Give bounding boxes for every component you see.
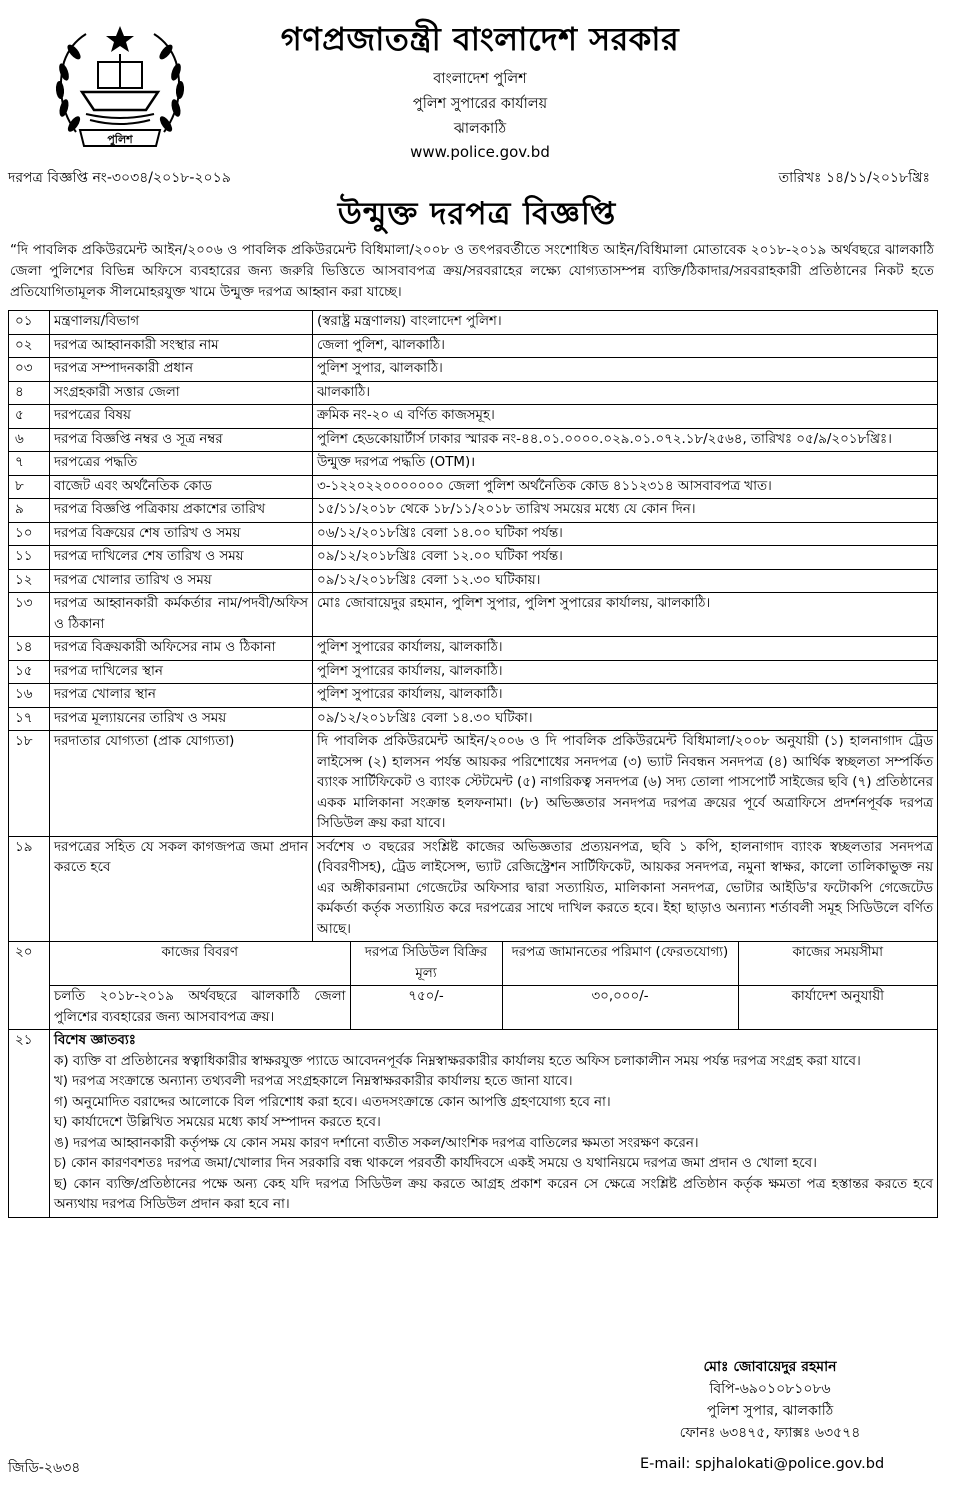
- notice-date: তারিখঃ ১৪/১১/২০১৮খ্রিঃ: [778, 170, 930, 186]
- row-number: ১৭: [9, 707, 50, 731]
- signatory-designation: পুলিশ সুপার, ঝালকাঠি: [706, 1403, 834, 1419]
- row-label: দরপত্র খোলার তারিখ ও সময়: [50, 569, 313, 593]
- table-row: [9, 660, 938, 684]
- header-department: বাংলাদেশ পুলিশ: [433, 71, 527, 87]
- table-row: [9, 428, 938, 452]
- work-details-subtable: [50, 942, 937, 1029]
- security-amount: ৩০,০০০/-: [502, 986, 738, 1030]
- government-title: গণপ্রজাতন্ত্রী বাংলাদেশ সরকার: [280, 20, 680, 58]
- gd-number: জিডি-২৬৩৪: [8, 1460, 81, 1476]
- table-row: [9, 942, 938, 1030]
- row-value: ক্রমিক নং-২০ এ বর্ণিত কাজসমূহ।: [313, 405, 938, 429]
- row-label: দরপত্র আহ্বানকারী সংস্থার নাম: [50, 334, 313, 358]
- intro-paragraph: “দি পাবলিক প্রকিউরমেন্ট আইন/২০০৬ ও পাবলিক প্রকিউরমেন্ট বিধিমালা/২০০৮ ও তৎপরবর্তীতে সংশোধিত আইন/বিধিমালা মোতাবেক ২০১৮-২০১৯ অর্থবছরে ঝালকাঠি জেলা পুলিশের বিভিন্ন অফিসে ব্যবহারের জন্য জরুরি ভিত্তিতে আসবাবপত্র ক্রয়/সরবরাহের লক্ষ্যে যোগ্যতাসম্পন্ন ব্যক্তি/ঠিকাদার/সরবরাহকারী প্রতিষ্ঠানের নিকট হতে প্রতিযোগিতামূলক সীলমোহরযুক্ত খামে উন্মুক্ত দরপত্র আহ্বান করা যাচ্ছে।: [10, 242, 934, 300]
- subtable-header: দরপত্র জামানতের পরিমাণ (ফেরতযোগ্য): [502, 942, 738, 986]
- row-value: ১৫/১১/২০১৮ থেকে ১৮/১১/২০১৮ তারিখ সময়ের মধ্যে যে কোন দিন।: [313, 499, 938, 523]
- row-value: ৩-১২২০২২০০০০০০০ জেলা পুলিশ অর্থনৈতিক কোড ৪১১২৩১৪ আসবাবপত্র খাত।: [313, 475, 938, 499]
- table-row: [9, 452, 938, 476]
- row-label: মন্ত্রণালয়/বিভাগ: [50, 311, 313, 335]
- row-label: দরপত্র আহ্বানকারী কর্মকর্তার নাম/পদবী/অফিস ও ঠিকানা: [50, 593, 313, 637]
- table-row: [9, 405, 938, 429]
- row-number: ১৬: [9, 684, 50, 708]
- work-timeline: কার্যাদেশ অনুযায়ী: [738, 986, 937, 1030]
- row-label: দরপত্র বিক্রয়কারী অফিসের নাম ও ঠিকানা: [50, 637, 313, 661]
- row-number: ০১: [9, 311, 50, 335]
- signature-block: [650, 1356, 890, 1444]
- row-value: দি পাবলিক প্রকিউরমেন্ট আইন/২০০৬ ও দি পাবলিক প্রকিউরমেন্ট বিধিমালা/২০০৮ অনুযায়ী (১) হালনাগাদ ট্রেড লাইসেন্স (২) হালসন পর্যন্ত আয়কর পরিশোধের সনদপত্র (৩) ভ্যাট নিবন্ধন সনদপত্র (৪) আর্থিক স্বচ্ছলতা সম্পর্কিত ব্যাংক সার্টিফিকেট ও ব্যাংক স্টেটমেন্ট (৫) নাগরিকত্ব সনদপত্র (৬) সদ্য তোলা পাসপোর্ট সাইজের ছবি (৭) প্রতিষ্ঠানের একক মালিকানা সংক্রান্ত হলফনামা। (৮) অভিজ্ঞতার সনদপত্র দরপত্র ক্রয়ের পূর্বে অত্রাফিসে প্রদর্শনপূর্বক দরপত্র সিডিউল ক্রয় করা যাবে।: [313, 731, 938, 837]
- row-value: পুলিশ সুপারের কার্যালয়, ঝালকাঠি।: [313, 684, 938, 708]
- row-value: ০৯/১২/২০১৮খ্রিঃ বেলা ১২.৩০ ঘটিকায়।: [313, 569, 938, 593]
- row-value: পুলিশ সুপারের কার্যালয়, ঝালকাঠি।: [313, 637, 938, 661]
- table-row: [9, 358, 938, 382]
- special-note-item: ঘ) কার্যাদেশে উল্লিখিত সময়ের মধ্যে কার্য সম্পাদন করতে হবে।: [54, 1115, 381, 1130]
- police-emblem-logo: [46, 22, 194, 152]
- row-label: দরপত্র দাখিলের শেষ তারিখ ও সময়: [50, 546, 313, 570]
- header-website-link[interactable]: www.police.gov.bd: [410, 143, 550, 161]
- row-label: বাজেট এবং অর্থনৈতিক কোড: [50, 475, 313, 499]
- table-row: [9, 334, 938, 358]
- work-details-cell: [50, 942, 938, 1030]
- table-row: [9, 707, 938, 731]
- special-note-item: খ) দরপত্র সংক্রান্তে অন্যান্য তথ্যবলী দরপত্র সংগ্রহকালে নিম্নস্বাক্ষরকারীর কার্যালয় হতে জানা যাবে।: [54, 1074, 573, 1089]
- table-row: [9, 381, 938, 405]
- row-number: ১২: [9, 569, 50, 593]
- row-number: ১৫: [9, 660, 50, 684]
- table-row: [9, 684, 938, 708]
- row-label: দরপত্রের পদ্ধতি: [50, 452, 313, 476]
- signatory-name: মোঃ জোবায়েদুর রহমান: [703, 1359, 837, 1375]
- row-number: ৭: [9, 452, 50, 476]
- row-number: ০২: [9, 334, 50, 358]
- header-office: পুলিশ সুপারের কার্যালয়: [412, 96, 548, 112]
- row-number: ১০: [9, 522, 50, 546]
- row-number: ২১: [9, 1030, 50, 1218]
- row-label: দরপত্র দাখিলের স্থান: [50, 660, 313, 684]
- subtable-header: দরপত্র সিডিউল বিক্রির মূল্য: [350, 942, 502, 986]
- row-value: পুলিশ সুপার, ঝালকাঠি।: [313, 358, 938, 382]
- row-label: দরপত্র বিজ্ঞপ্তি নম্বর ও সূত্র নম্বর: [50, 428, 313, 452]
- schedule-price: ৭৫০/-: [350, 986, 502, 1030]
- row-label: দরপত্র খোলার স্থান: [50, 684, 313, 708]
- row-label: দরপত্র বিজ্ঞপ্তি পত্রিকায় প্রকাশের তারিখ: [50, 499, 313, 523]
- row-value: মোঃ জোবায়েদুর রহমান, পুলিশ সুপার, পুলিশ সুপারের কার্যালয়, ঝালকাঠি।: [313, 593, 938, 637]
- subtable-header: কাজের বিবরণ: [50, 942, 350, 986]
- row-label: সংগ্রহকারী সত্তার জেলা: [50, 381, 313, 405]
- row-value: ০৯/১২/২০১৮খ্রিঃ বেলা ১৪.৩০ ঘটিকা।: [313, 707, 938, 731]
- subtable-data-row: [50, 986, 937, 1030]
- table-row: [9, 569, 938, 593]
- row-value: ০৯/১২/২০১৮খ্রিঃ বেলা ১২.০০ ঘটিকা পর্যন্ত।: [313, 546, 938, 570]
- row-number: ১৮: [9, 731, 50, 837]
- row-number: ৬: [9, 428, 50, 452]
- row-value: উন্মুক্ত দরপত্র পদ্ধতি (OTM)।: [313, 452, 938, 476]
- row-number: ৯: [9, 499, 50, 523]
- row-number: ৪: [9, 381, 50, 405]
- row-number: ১৯: [9, 836, 50, 942]
- table-row: [9, 1030, 938, 1218]
- row-number: ১৪: [9, 637, 50, 661]
- row-label: দরপত্র বিক্রয়ের শেষ তারিখ ও সময়: [50, 522, 313, 546]
- notice-title: উন্মুক্ত দরপত্র বিজ্ঞপ্তি: [337, 196, 617, 232]
- row-label: দরপত্রের বিষয়: [50, 405, 313, 429]
- table-row: [9, 731, 938, 837]
- table-row: [9, 522, 938, 546]
- special-note-item: গ) অনুমোদিত বরাদ্দের আলোকে বিল পরিশোধ করা হবে। এতদসংক্রান্তে কোন আপত্তি গ্রহণযোগ্য হবে না।: [54, 1094, 611, 1110]
- logo-ribbon-text: পুলিশ: [107, 133, 133, 146]
- row-label: দরপত্রের সহিত যে সকল কাগজপত্র জমা প্রদান করতে হবে: [50, 836, 313, 942]
- row-number: ০৩: [9, 358, 50, 382]
- table-row: [9, 593, 938, 637]
- row-label: দরপত্র মূল্যায়নের তারিখ ও সময়: [50, 707, 313, 731]
- signatory-phone: ফোনঃ ৬৩৪৭৫, ফ্যাক্সঃ ৬৩৫৭৪: [679, 1425, 861, 1441]
- row-value: (স্বরাষ্ট্র মন্ত্রণালয়) বাংলাদেশ পুলিশ।: [313, 311, 938, 335]
- row-value: জেলা পুলিশ, ঝালকাঠি।: [313, 334, 938, 358]
- special-note-item: ক) ব্যক্তি বা প্রতিষ্ঠানের স্বত্বাধিকারীর স্বাক্ষরযুক্ত প্যাডে আবেদনপূর্বক নিম্নস্বাক্ষরকারীর কার্যালয় হতে অফিস চলাকালীন সময় পর্যন্ত দরপত্র সংগ্রহ করা যাবে।: [54, 1053, 861, 1069]
- table-row: [9, 475, 938, 499]
- row-number: ১১: [9, 546, 50, 570]
- row-label: দরপত্র সম্পাদনকারী প্রধান: [50, 358, 313, 382]
- table-row: [9, 546, 938, 570]
- tender-reference-number: দরপত্র বিজ্ঞপ্তি নং-৩০৩৪/২০১৮-২০১৯: [8, 170, 231, 186]
- subtable-header: কাজের সময়সীমা: [738, 942, 937, 986]
- row-value: পুলিশ সুপারের কার্যালয়, ঝালকাঠি।: [313, 660, 938, 684]
- special-notes-list: [54, 1052, 933, 1216]
- tender-details-table: [8, 310, 938, 1218]
- row-value: ০৬/১২/২০১৮খ্রিঃ বেলা ১৪.০০ ঘটিকা পর্যন্ত।: [313, 522, 938, 546]
- table-row: [9, 637, 938, 661]
- row-value: পুলিশ হেডকোয়ার্টার্স ঢাকার স্মারক নং-৪৪.০১.০০০০.০২৯.০১.০৭২.১৮/২৫৬৪, তারিখঃ ০৫/৯/২০১৮খ্রিঃ।: [313, 428, 938, 452]
- table-row: [9, 311, 938, 335]
- subtable-header-row: [50, 942, 937, 986]
- special-notes-heading: বিশেষ জ্ঞাতব্যঃ: [54, 1033, 136, 1048]
- special-notes-cell: [50, 1030, 938, 1218]
- row-number: ২০: [9, 942, 50, 1030]
- special-note-item: ছ) কোন ব্যক্তি/প্রতিষ্ঠানের পক্ষে অন্য কেহ যদি দরপত্র সিডিউল ক্রয় করতে আগ্রহ প্রকাশ করেন সে ক্ষেত্রে সংশ্লিষ্ট প্রতিষ্ঠান কর্তৃক ক্ষমতা পত্র হস্তান্তর করতে হবে অন্যথায় দরপত্র সিডিউল প্রদান করা হবে না।: [54, 1176, 933, 1212]
- work-description: চলতি ২০১৮-২০১৯ অর্থবছরে ঝালকাঠি জেলা পুলিশের ব্যবহারের জন্য আসবাবপত্র ক্রয়।: [50, 986, 350, 1030]
- signatory-bp-number: বিপি-৬৯০১০৮১০৮৬: [709, 1381, 831, 1397]
- row-number: ১৩: [9, 593, 50, 637]
- email-link[interactable]: E-mail: spjhalokati@police.gov.bd: [640, 1456, 885, 1472]
- special-note-item: ঙ) দরপত্র আহ্বানকারী কর্তৃপক্ষ যে কোন সময় কারণ দর্শানো ব্যতীত সকল/আংশিক দরপত্র বাতিলের ক্ষমতা সংরক্ষণ করেন।: [54, 1135, 699, 1151]
- table-row: [9, 499, 938, 523]
- row-value: সর্বশেষ ৩ বছরের সংশ্লিষ্ট কাজের অভিজ্ঞতার প্রত্যয়নপত্র, ছবি ১ কপি, হালনাগাদ ব্যাংক স্বচ্ছলতার সনদপত্র (বিবরণীসহ), ট্রেড লাইসেন্স, ভ্যাট রেজিস্ট্রেশন সার্টিফিকেট, আয়কর সনদপত্র, নমুনা স্বাক্ষর, কালো তালিকাভুক্ত নয় এর অঙ্গীকারনামা গেজেটের অফিসার দ্বারা সত্যায়িত, মালিকানা সনদপত্র, ভোটার আইডি'র ফটোকপি গেজেটেড কর্মকর্তা কর্তৃক সত্যায়িত করে দরপত্রের সাথে দাখিল করতে হবে। ইহা ছাড়াও অন্যান্য শর্তাবলী সমূহ সিডিউলে বর্ণিত আছে।: [313, 836, 938, 942]
- row-label: দরদাতার যোগ্যতা (প্রাক যোগ্যতা): [50, 731, 313, 837]
- header-district: ঝালকাঠি: [453, 121, 507, 137]
- table-row: [9, 836, 938, 942]
- special-note-item: চ) কোন কারণবশতঃ দরপত্র জমা/খোলার দিন সরকারি বন্ধ থাকলে পরবর্তী কার্যদিবসে একই সময়ে ও যথানিয়মে দরপত্র জমা প্রদান ও খোলা হবে।: [54, 1156, 817, 1171]
- row-number: ৫: [9, 405, 50, 429]
- row-number: ৮: [9, 475, 50, 499]
- row-value: ঝালকাঠি।: [313, 381, 938, 405]
